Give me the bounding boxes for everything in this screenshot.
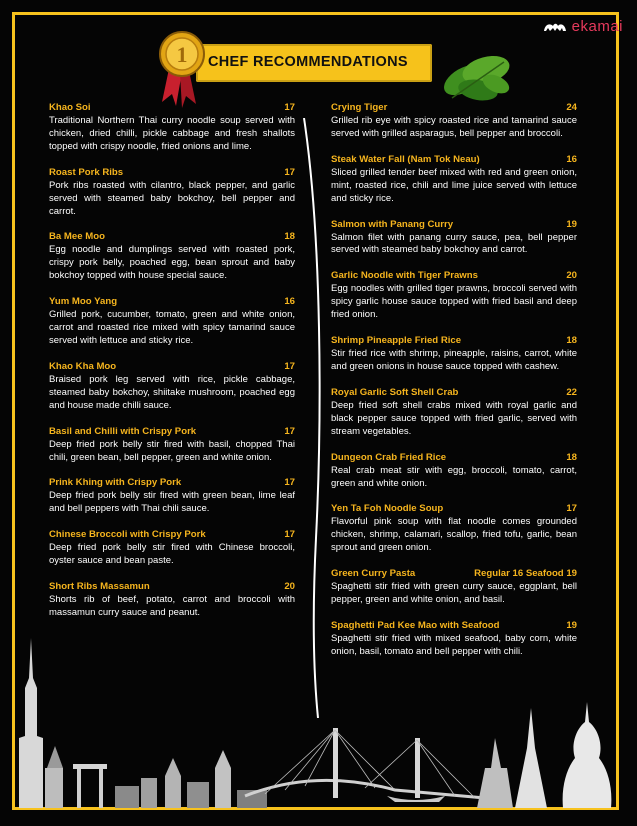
dish-name: Garlic Noodle with Tiger Prawns [331, 270, 478, 282]
dish-price: 24 [566, 102, 577, 113]
dish-price: 17 [284, 166, 295, 178]
dish-name: Spaghetti Pad Kee Mao with Seafood [331, 619, 500, 631]
menu-item [331, 154, 577, 206]
dish-description: Flavorful pink soup with flat noodle comes grounded chicken, shrimp, calamari, scallop, fried tofu, garlic, bean sprout and green onion. [331, 516, 577, 554]
dish-description: Deep fried soft shell crabs mixed with royal garlic and black pepper sauce topped with fried garlic, served with stream vegetables. [331, 399, 577, 437]
dish-price: 19 [566, 619, 577, 631]
menu-item [49, 581, 295, 620]
dish-price: 18 [284, 231, 295, 243]
dish-price: Regular 16 Seafood 19 [474, 568, 577, 580]
menu-item [331, 102, 577, 141]
menu-item [49, 529, 295, 568]
dish-name: Roast Pork Ribs [49, 166, 124, 178]
dish-name: Shrimp Pineapple Fried Rice [331, 335, 462, 347]
menu-item [331, 387, 577, 439]
city-skyline-illustration [15, 618, 616, 808]
brand-name: ekamai [571, 18, 623, 35]
dish-price: 17 [566, 503, 577, 515]
menu-item [331, 568, 577, 607]
dish-name: Dungeon Crab Fried Rice [331, 451, 447, 463]
menu-item [331, 219, 577, 258]
dish-name: Khao Kha Moo [49, 360, 117, 372]
dish-price: 20 [566, 270, 577, 282]
menu-item [49, 231, 295, 283]
menu-item [49, 102, 295, 154]
dish-description: Traditional Northern Thai curry noodle soup served with chicken, dried chilli, pickle cabbage and fresh shallots topped with crispy noodle, fried onions and lime. [49, 115, 295, 152]
dish-name: Yum Moo Yang [49, 296, 118, 308]
dish-description: Egg noodles with grilled tiger prawns, broccoli served with spicy garlic house sauce topped with fried basil and deep fried onion. [331, 283, 577, 321]
menu-item [49, 426, 295, 465]
dish-price: 16 [284, 296, 295, 308]
dish-price: 17 [284, 425, 295, 437]
dish-name: Khao Soi [49, 102, 91, 113]
basil-leaf-icon [438, 40, 516, 108]
menu-item [331, 503, 577, 555]
menu-item [49, 477, 295, 516]
page-title: CHEF RECOMMENDATIONS [208, 54, 408, 70]
dish-name: Yen Ta Foh Noodle Soup [331, 503, 444, 515]
dish-description: Grilled pork, cucumber, tomato, green and white onion, carrot and roasted rice mixed with spicy tamarind sauce served with lettuce and sticky rice. [49, 309, 295, 346]
dish-price: 19 [566, 218, 577, 230]
dish-description: Deep fried pork belly stir fired with Chinese broccoli, oyster sauce and bean paste. [49, 542, 295, 567]
dish-name: Basil and Chilli with Crispy Pork [49, 425, 197, 437]
right-column [331, 102, 577, 672]
dish-name: Steak Water Fall (Nam Tok Neau) [331, 153, 480, 165]
dish-price: 22 [566, 386, 577, 398]
dish-price: 17 [284, 477, 295, 489]
menu-item [49, 361, 295, 413]
dish-name: Green Curry Pasta [331, 568, 416, 580]
dish-name: Prink Khing with Crispy Pork [49, 477, 182, 489]
brand [542, 18, 623, 35]
dish-description: Stir fried rice with shrimp, pineapple, raisins, carrot, white and green onions in house sauce topped with cashew. [331, 348, 577, 372]
dish-name: Crying Tiger [331, 102, 388, 113]
dish-description: Grilled rib eye with spicy roasted rice and tamarind sauce served with grilled asparagus, bell pepper and broccoli. [331, 115, 577, 139]
dish-description: Egg noodle and dumplings served with roasted pork, crispy pork belly, poached egg, bean sprout and baby bokchoy topped with house special sauce. [49, 244, 295, 282]
dish-description: Spaghetti stir fried with mixed seafood, baby corn, white onion, basil, tomato and bell pepper with chili. [331, 632, 577, 657]
dish-price: 20 [284, 581, 295, 593]
menu-item [49, 296, 295, 348]
dish-name: Chinese Broccoli with Crispy Pork [49, 529, 206, 541]
menu-item [331, 335, 577, 374]
dish-description: Shorts rib of beef, potato, carrot and broccoli with massamun curry sauce and peanut. [49, 594, 295, 618]
dish-price: 17 [284, 360, 295, 372]
dish-price: 16 [566, 153, 577, 165]
dish-name: Ba Mee Moo [49, 231, 105, 243]
menu-item [49, 167, 295, 219]
dish-description: Salmon filet with panang curry sauce, pea, bell pepper served with steamed baby bokchoy and carrot. [331, 231, 577, 256]
dish-name: Salmon with Panang Curry [331, 218, 454, 230]
dish-description: Deep fried pork belly stir fired with green bean, lime leaf and bell peppers with Thai chili sauce. [49, 490, 295, 515]
left-column [49, 102, 295, 633]
dish-description: Braised pork leg served with rice, pickle cabbage, steamed baby bokchoy, shiitake mushroom, poached egg and house made chilli sauce. [49, 373, 295, 411]
dish-price: 18 [566, 335, 577, 347]
dish-price: 17 [284, 529, 295, 541]
gold-medal-icon [152, 24, 212, 114]
dish-description: Pork ribs roasted with cilantro, black pepper, and garlic served with steamed baby bokchoy, bell pepper and carrot. [49, 179, 295, 217]
dish-description: Sliced grilled tender beef mixed with red and green onion, mint, roasted rice, chili and lime juice served with lettuce and sticky rice. [331, 166, 577, 204]
menu-item [331, 270, 577, 322]
elephant-logo-icon [542, 20, 568, 34]
dish-description: Deep fried pork belly stir fired with basil, chopped Thai chili, green bean, bell pepper, green and white onion. [49, 438, 295, 463]
dish-name: Royal Garlic Soft Shell Crab [331, 386, 459, 398]
medal-number: 1 [176, 42, 188, 67]
dish-name: Short Ribs Massamun [49, 581, 150, 593]
menu-item [331, 452, 577, 491]
dish-price: 18 [566, 451, 577, 463]
dish-price: 17 [284, 102, 295, 113]
dish-description: Real crab meat stir with egg, broccoli, tomato, carrot, green and white onion. [331, 464, 577, 489]
dish-description: Spaghetti stir fried with green curry sauce, eggplant, bell pepper, green and white onion, and basil. [331, 581, 577, 606]
